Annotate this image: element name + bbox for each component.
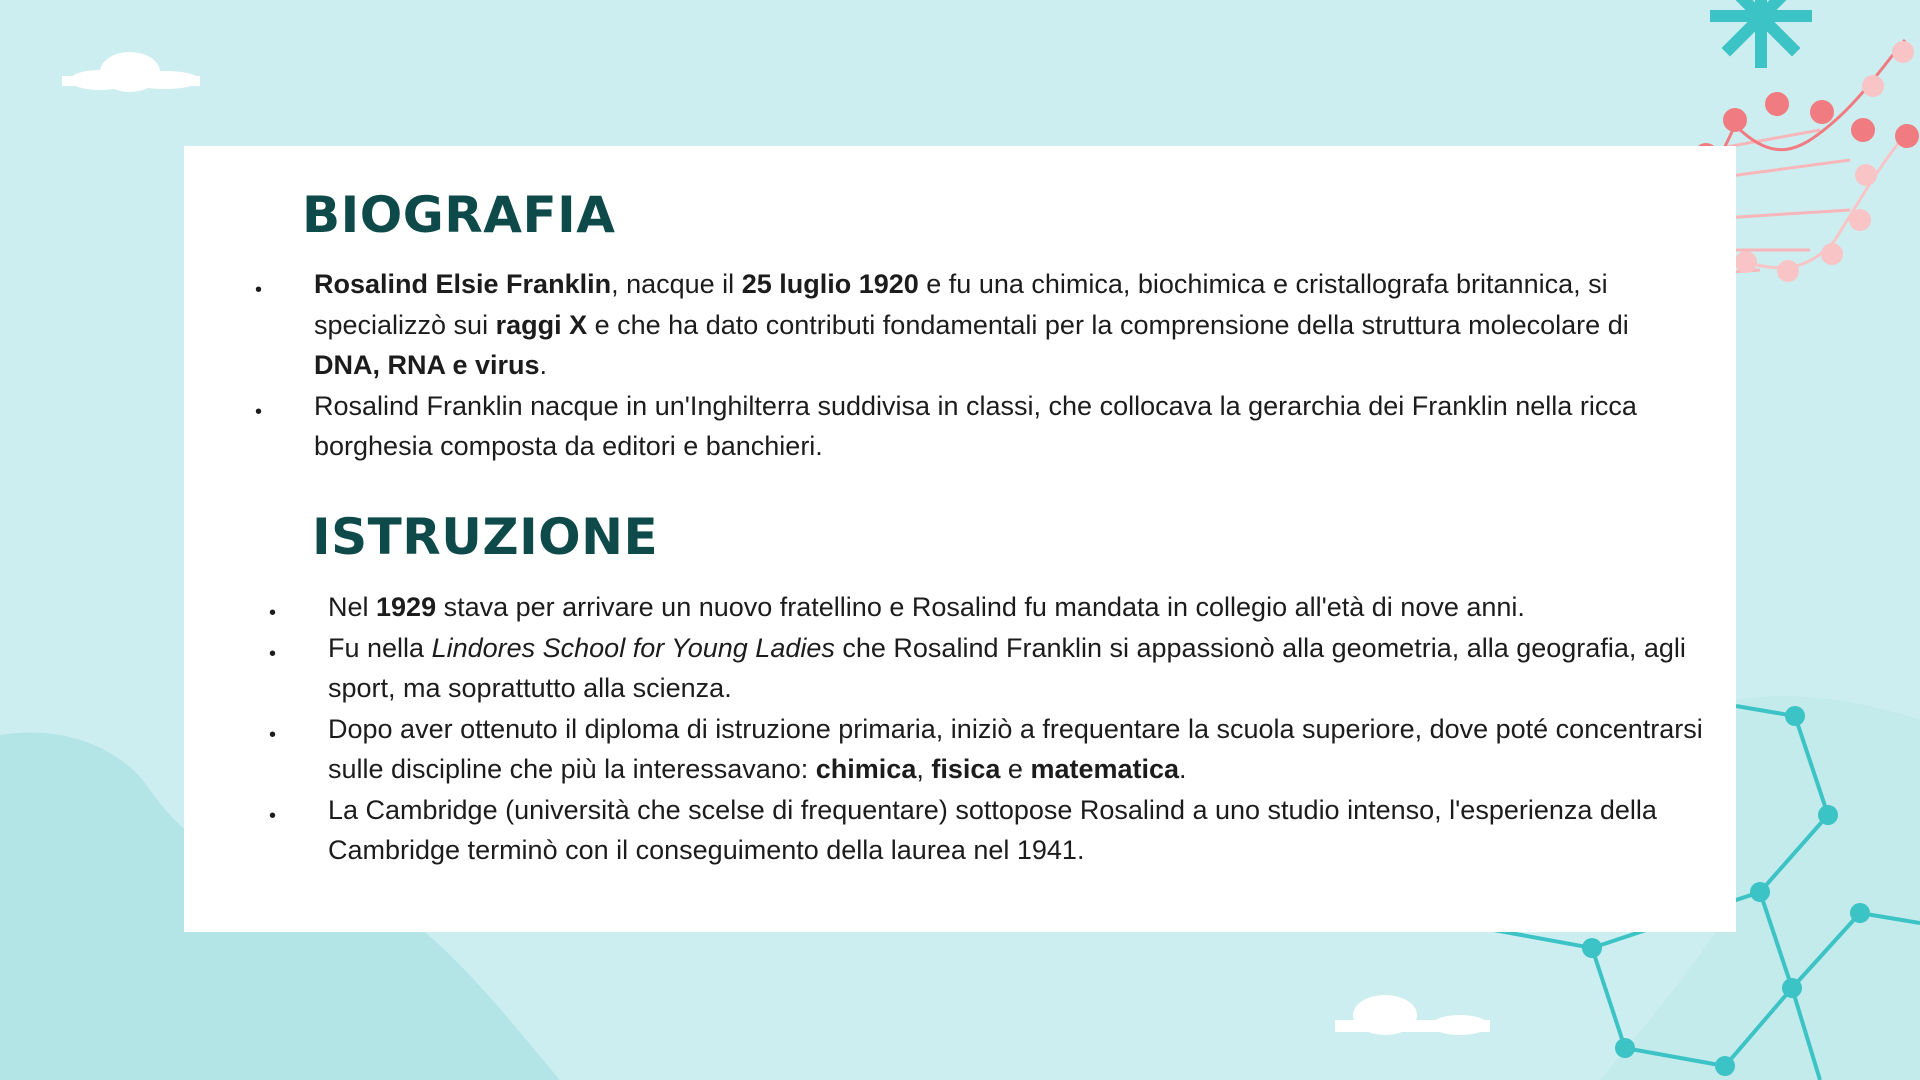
bold-text: raggi X [495, 309, 588, 340]
text-run: , nacque il [611, 269, 742, 299]
text-run: stava per arrivare un nuovo fratellino e Rosalind fu mandata in collegio all'età di nove anni. [436, 592, 1525, 622]
biografia-list [314, 264, 1694, 467]
list-item [314, 264, 1694, 386]
biografia-heading: BIOGRAFIA [302, 186, 616, 244]
list-item [328, 587, 1718, 628]
content-card [184, 146, 1736, 932]
text-run: e che ha dato contributi fondamentali per la comprensione della struttura molecolare di [587, 309, 1629, 340]
istruzione-list [328, 587, 1718, 871]
bold-text: fisica [931, 754, 1001, 784]
bold-text: matematica [1030, 754, 1180, 784]
text-run: Nel [328, 592, 377, 622]
istruzione-heading: ISTRUZIONE [312, 508, 659, 566]
list-item [328, 628, 1718, 709]
text-run: Dopo aver ottenuto il diploma di istruzione primaria, iniziò a frequentare la scuola superiore, dove poté concentrarsi sulle discipline che più la interessavano: [328, 713, 1703, 784]
bold-text: chimica [815, 754, 917, 784]
text-run: , [916, 754, 932, 784]
bold-text: DNA, RNA e virus [314, 350, 540, 380]
list-item [328, 790, 1718, 871]
text-run: Fu nella [328, 632, 432, 663]
list-item [328, 709, 1718, 790]
cloud-icon [62, 52, 200, 92]
text-run: e fu una chimica, biochimica e cristallografa britannica, si specializzò sui [314, 269, 1608, 340]
bold-text: 25 luglio 1920 [741, 269, 919, 299]
bold-text: Rosalind Elsie Franklin [314, 269, 612, 299]
asterisk-icon [1716, 0, 1806, 62]
text-run: La Cambridge (università che scelse di frequentare) sottopose Rosalind a uno studio intenso, l'esperienza della Cambridge terminò con il conseguimento della laurea nel 1941. [328, 794, 1657, 865]
cloud-icon [1335, 995, 1490, 1035]
text-run: . [1179, 754, 1187, 784]
text-run: . [539, 350, 548, 380]
text-run: che Rosalind Franklin si appassionò alla geometria, alla geografia, agli sport, ma soprattutto alla scienza. [328, 632, 1686, 703]
text-run: Rosalind Franklin nacque in un'Inghilterra suddivisa in classi, che collocava la gerarchia dei Franklin nella ricca borghesia composta da editori e banchieri. [314, 390, 1637, 461]
bold-text: 1929 [376, 592, 437, 622]
italic-text: Lindores School for Young Ladies [431, 632, 835, 663]
list-item [314, 386, 1694, 467]
text-run: e [1000, 754, 1031, 784]
